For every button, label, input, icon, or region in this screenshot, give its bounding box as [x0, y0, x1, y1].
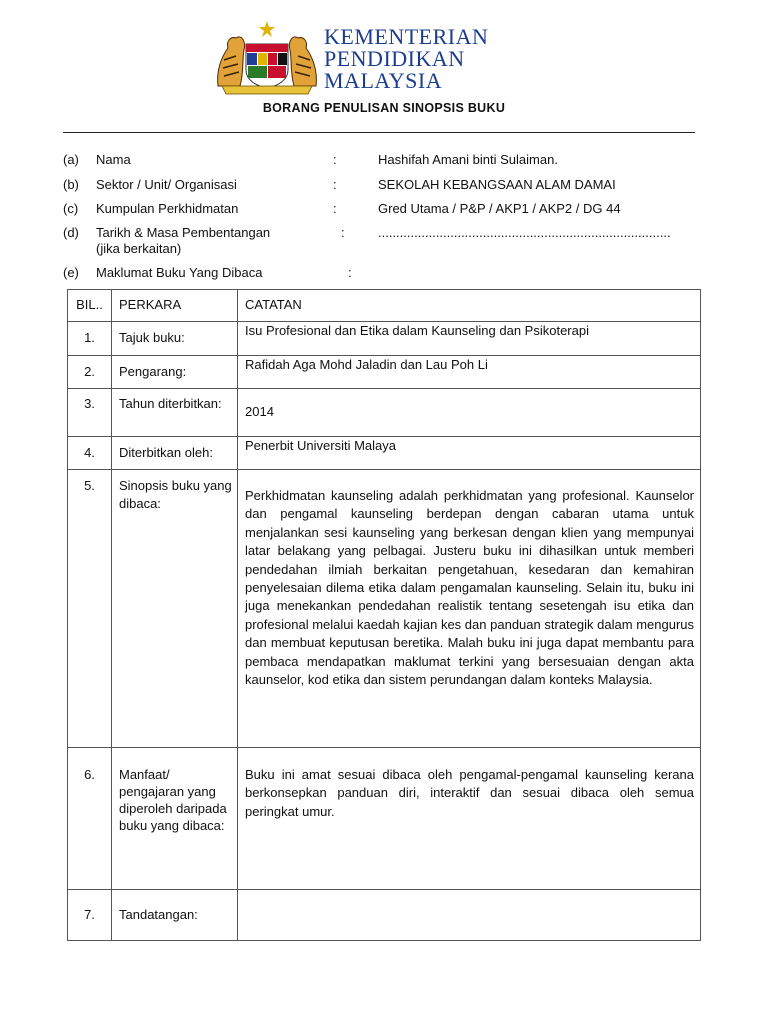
header-cell-catatan: CATATAN: [238, 290, 701, 322]
title-divider: [63, 132, 695, 133]
row-item: Tajuk buku:: [112, 322, 238, 356]
info-field: Maklumat Buku Yang Dibaca: [96, 265, 263, 280]
info-value-blank: .................................................................................: [378, 225, 671, 240]
row-number: 2.: [68, 356, 112, 389]
malaysia-coat-of-arms-logo: [214, 20, 320, 95]
info-label: (b): [63, 177, 79, 192]
info-colon: :: [333, 177, 337, 192]
info-field-note: (jika berkaitan): [96, 241, 182, 256]
info-field: Nama: [96, 152, 131, 167]
info-label: (c): [63, 201, 79, 216]
ministry-line-2: PENDIDIKAN: [324, 46, 465, 71]
letterhead: [0, 20, 768, 95]
info-field: Kumpulan Perkhidmatan: [96, 201, 239, 216]
info-value: Gred Utama / P&P / AKP1 / AKP2 / DG 44: [378, 201, 621, 216]
row-note: 2014: [238, 389, 701, 437]
header-cell-bil: BIL..: [68, 290, 112, 322]
row-item: Manfaat/ pengajaran yang diperoleh daripada buku yang dibaca:: [112, 748, 238, 890]
info-colon: :: [348, 265, 352, 280]
info-colon: :: [333, 152, 337, 167]
info-value: Hashifah Amani binti Sulaiman.: [378, 152, 558, 167]
info-label: (a): [63, 152, 79, 167]
info-label: (d): [63, 225, 79, 240]
row-item: Pengarang:: [112, 356, 238, 389]
row-note-synopsis: Perkhidmatan kaunseling adalah perkhidmatan yang profesional. Kaunselor dan pengamal kaunseling berdepan dengan cabaran utama untuk menjalankan sesi kaunseling yang berkesan dengan klien yang mempunyai latar belakang yang pelbagai. Justeru buku ini dihasilkan untuk memberi pendedahan ilmiah berkaitan pengetahuan, kesedaran dan kemahiran penyelesaian dilema etika dalam pengamalan kaunseling. Selain itu, buku ini juga menekankan pendedahan realistik tentang sesetengah isu etika dan profesional melalui kaedah kajian kes dan panduan strategik dalam mengurus dan membuat keputusan beretika. Malah buku ini juga dapat membantu para pembaca mendapatkan maklumat terkini yang bersesuaian dengan akta kaunselor, kod etika dan sistem perundangan dalam konteks Malaysia.: [238, 470, 701, 748]
row-note: Isu Profesional dan Etika dalam Kaunseling dan Psikoterapi: [238, 322, 701, 356]
info-value: SEKOLAH KEBANGSAAN ALAM DAMAI: [378, 177, 616, 192]
row-number: 6.: [68, 748, 112, 890]
row-number: 7.: [68, 890, 112, 941]
info-colon: :: [333, 201, 337, 216]
ministry-line-3: MALAYSIA: [324, 68, 443, 93]
row-number: 5.: [68, 470, 112, 748]
table-row: [68, 437, 701, 470]
row-item: Tahun diterbitkan:: [112, 389, 238, 437]
table-row: [68, 748, 701, 890]
form-title: BORANG PENULISAN SINOPSIS BUKU: [262, 101, 506, 115]
info-label: (e): [63, 265, 79, 280]
row-number: 3.: [68, 389, 112, 437]
row-note: Rafidah Aga Mohd Jaladin dan Lau Poh Li: [238, 356, 701, 389]
row-number: 1.: [68, 322, 112, 356]
ministry-wordmark: [324, 26, 488, 92]
row-number: 4.: [68, 437, 112, 470]
table-header-row: [68, 290, 701, 322]
table-row: [68, 356, 701, 389]
row-note: Penerbit Universiti Malaya: [238, 437, 701, 470]
book-details-table: [67, 289, 701, 941]
row-item: Diterbitkan oleh:: [112, 437, 238, 470]
header-cell-perkara: PERKARA: [112, 290, 238, 322]
ministry-line-1: KEMENTERIAN: [324, 24, 489, 49]
info-field: Sektor / Unit/ Organisasi: [96, 177, 237, 192]
table-row: [68, 470, 701, 748]
row-note-benefits: Buku ini amat sesuai dibaca oleh pengamal-pengamal kaunseling kerana berkonsepkan panduan diri, interaktif dan sesuai dibaca oleh semua peringkat umur.: [238, 748, 701, 890]
info-field: Tarikh & Masa Pembentangan: [96, 225, 271, 240]
table-row: [68, 322, 701, 356]
info-colon: :: [341, 225, 345, 240]
table-row: [68, 389, 701, 437]
signature-field: [238, 890, 701, 941]
table-row-signature: [68, 890, 701, 941]
row-item: Tandatangan:: [112, 890, 238, 941]
row-item: Sinopsis buku yang dibaca:: [112, 470, 238, 748]
